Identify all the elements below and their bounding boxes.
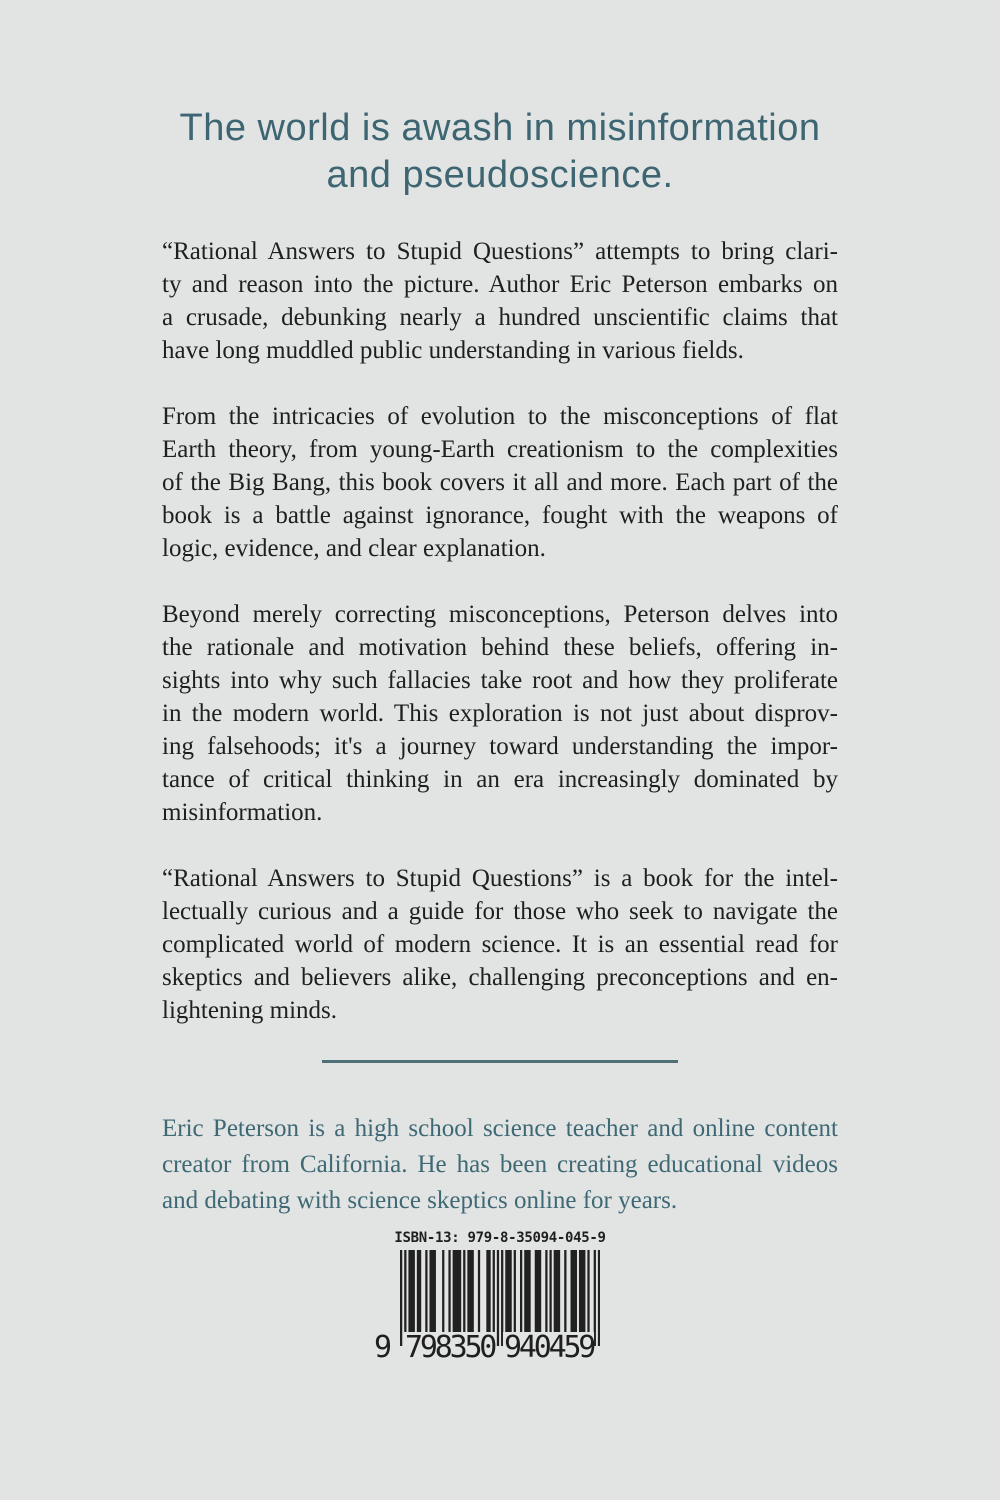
text-line: and pseudoscience.: [326, 154, 674, 196]
author-bio: [162, 1111, 838, 1219]
text-line: of the Big Bang, this book covers it all and more. Each part of the: [162, 469, 838, 496]
text-line: The world is awash in misinformation: [179, 107, 821, 149]
text-line: have long muddled public understanding in various fields.: [162, 337, 744, 364]
text-line: lightening minds.: [162, 997, 337, 1024]
barcode-block: [370, 1230, 630, 1370]
text-line: ty and reason into the picture. Author Eric Peterson embarks on: [162, 271, 838, 298]
text-line: complicated world of modern science. It is an essential read for: [162, 931, 838, 958]
text-line: logic, evidence, and clear explanation.: [162, 535, 546, 562]
text-line: a crusade, debunking nearly a hundred unscientific claims that: [162, 304, 838, 331]
text-line: “Rational Answers to Stupid Questions” is a book for the intel-: [162, 865, 838, 892]
isbn-label: ISBN-13: 979-8-35094-045-9: [394, 1230, 606, 1246]
text-line: ing falsehoods; it's a journey toward understanding the impor-: [162, 733, 838, 760]
barcode-digit-group-left: 798350: [405, 1330, 495, 1365]
text-line: Eric Peterson is a high school science teacher and online content: [162, 1115, 838, 1142]
text-line: in the modern world. This exploration is not just about disprov-: [162, 700, 838, 727]
text-line: creator from California. He has been creating educational videos: [162, 1151, 838, 1178]
text-line: tance of critical thinking in an era increasingly dominated by: [162, 766, 838, 793]
text-line: and debating with science skeptics online for years.: [162, 1187, 678, 1214]
synopsis: [162, 235, 838, 1027]
text-line: Beyond merely correcting misconceptions, Peterson delves into: [162, 601, 838, 628]
text-line: lectually curious and a guide for those who seek to navigate the: [162, 898, 838, 925]
text-line: Earth theory, from young-Earth creationism to the complexities: [162, 436, 838, 463]
synopsis-paragraph: [162, 862, 838, 1027]
divider-rule: [322, 1060, 678, 1063]
text-line: the rationale and motivation behind these beliefs, offering in-: [162, 634, 838, 661]
barcode-digits: [374, 1330, 600, 1366]
synopsis-paragraph: [162, 598, 838, 829]
text-line: “Rational Answers to Stupid Questions” attempts to bring clari-: [162, 238, 838, 265]
cover-tagline: [0, 105, 1000, 199]
text-line: From the intricacies of evolution to the misconceptions of flat: [162, 403, 838, 430]
barcode-digit-group-right: 940459: [504, 1330, 594, 1365]
synopsis-paragraph: [162, 400, 838, 565]
text-line: book is a battle against ignorance, fought with the weapons of: [162, 502, 838, 529]
barcode-digit-lead: 9: [374, 1330, 389, 1365]
synopsis-paragraph: [162, 235, 838, 367]
text-line: skeptics and believers alike, challenging preconceptions and en-: [162, 964, 838, 991]
text-line: misinformation.: [162, 799, 323, 826]
barcode-bars-area: [374, 1250, 600, 1370]
text-line: sights into why such fallacies take root and how they proliferate: [162, 667, 838, 694]
